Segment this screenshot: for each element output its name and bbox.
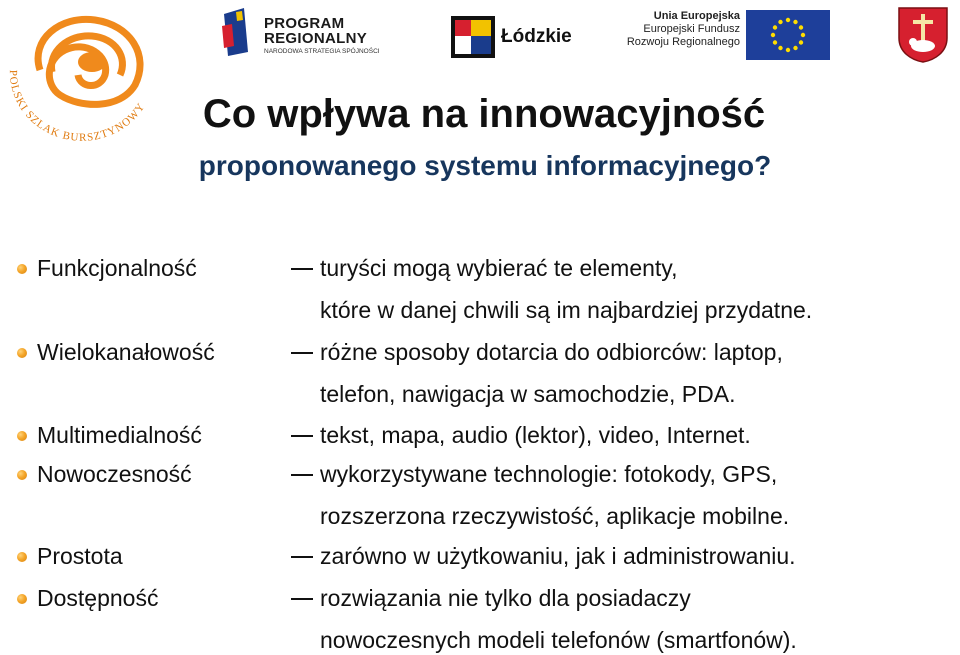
coat-of-arms-icon	[895, 4, 951, 64]
item-description: zarówno w użytkowaniu, jak i administrowaniu.	[320, 543, 796, 569]
bullet-icon	[17, 264, 27, 274]
narodowa-strategia-text: NARODOWA STRATEGIA SPÓJNOŚCI	[264, 48, 380, 55]
eu-star-icon	[778, 46, 782, 50]
item-description: rozwiązania nie tylko dla posiadaczy	[320, 585, 691, 611]
svg-text:POLSKI SZLAK BURSZTYNOWY: POLSKI SZLAK BURSZTYNOWY	[6, 69, 148, 144]
eu-star-icon	[778, 20, 782, 24]
dash-icon	[291, 352, 313, 354]
bullet-icon	[17, 552, 27, 562]
dash-icon	[291, 268, 313, 270]
lodzkie-text: Łódzkie	[501, 26, 572, 47]
eu-star-icon	[793, 20, 797, 24]
dash-icon	[291, 435, 313, 437]
bullet-icon	[17, 594, 27, 604]
dash-icon	[291, 474, 313, 476]
eu-star-icon	[771, 33, 775, 37]
bullet-icon	[17, 348, 27, 358]
item-description: tekst, mapa, audio (lektor), video, Internet.	[320, 422, 751, 448]
program-regionalny-text: PROGRAM REGIONALNY	[264, 15, 368, 47]
eu-star-icon	[773, 25, 777, 29]
item-description: różne sposoby dotarcia do odbiorców: laptop,	[320, 339, 783, 365]
eu-fund-text: Unia Europejska Europejski Fundusz Rozwoju Regionalnego	[626, 10, 740, 48]
lodzkie-logo	[451, 16, 581, 58]
item-description-cont: telefon, nawigacja w samochodzie, PDA.	[320, 381, 736, 407]
eu-star-icon	[799, 25, 803, 29]
dash-icon	[291, 556, 313, 558]
page-subtitle: proponowanego systemu informacyjnego?	[198, 150, 772, 181]
dash-icon	[291, 598, 313, 600]
bullet-icon	[17, 470, 27, 480]
item-term: Nowoczesność	[37, 461, 192, 487]
eu-fund-logo	[610, 10, 830, 62]
eu-star-icon	[799, 40, 803, 44]
item-term: Prostota	[37, 543, 123, 569]
item-description-cont: które w danej chwili są im najbardziej przydatne.	[320, 297, 813, 323]
eu-star-icon	[801, 33, 805, 37]
page-title: Co wpływa na innowacyjność	[202, 92, 766, 136]
eu-star-icon	[786, 18, 790, 22]
item-term: Multimedialność	[37, 422, 202, 448]
eu-star-icon	[773, 40, 777, 44]
item-description: turyści mogą wybierać te elementy,	[320, 255, 678, 281]
eu-star-icon	[786, 48, 790, 52]
item-term: Funkcjonalność	[37, 255, 197, 281]
item-description: wykorzystywane technologie: fotokody, GPS,	[320, 461, 778, 487]
eu-flag-icon	[746, 10, 830, 60]
eu-star-icon	[793, 46, 797, 50]
bullet-icon	[17, 431, 27, 441]
item-description-cont: rozszerzona rzeczywistość, aplikacje mobilne.	[320, 503, 790, 529]
program-regionalny-logo	[218, 6, 398, 60]
item-term: Wielokanałowość	[37, 339, 215, 365]
item-description-cont: nowoczesnych modeli telefonów (smartfonów).	[320, 627, 797, 653]
item-term: Dostępność	[37, 585, 159, 611]
